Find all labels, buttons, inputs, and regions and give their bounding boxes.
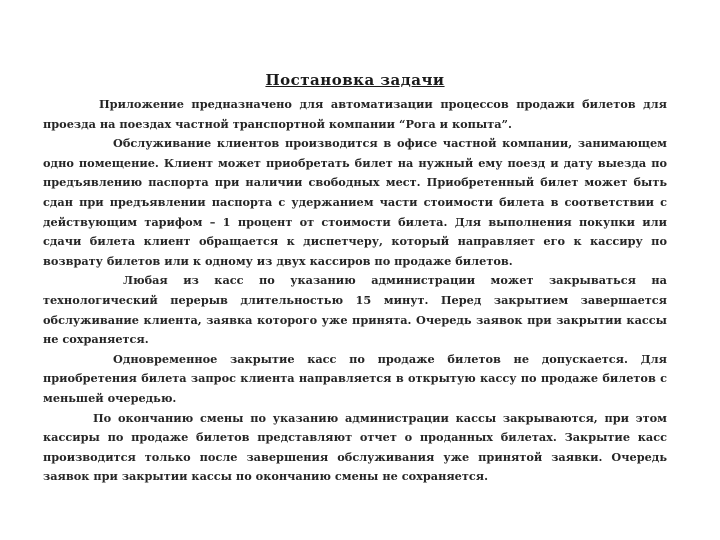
paragraph-intro: Приложение предназначено для автоматизации процессов продажи билетов для проезда на поездах частной транспортной компании “Рога и копыта”. [43,97,667,131]
document-page [43,0,667,540]
paragraph-end-of-shift: По окончанию смены по указанию администрации кассы закрываются, при этом кассиры по продаже билетов представляют отчет о проданных билетах. Закрытие касс производится только после завершения обслуживания уже принятой заявки. Очередь заявок при закрытии кассы по окончанию смены не сохраняется. [43,410,667,484]
document-title: Постановка задачи [265,71,445,89]
paragraph-simultaneous-closure: Одновременное закрытие касс по продаже билетов не допускается. Для приобретения билета запрос клиента направляется в открытую кассу по продаже билетов с меньшей очередью. [43,351,667,405]
document-body [43,95,667,487]
paragraph-technical-break: Любая из касс по указанию администрации может закрываться на технологический перерыв длительностью 15 минут. Перед закрытием завершается обслуживание клиента, заявка которого уже принята. Очередь заявок при закрытии кассы не сохраняется. [43,273,667,347]
paragraph-client-service: Обслуживание клиентов производится в офисе частной компании, занимающем одно помещение. Клиент может приобретать билет на нужный ему поезд и дату выезда по предъявлению паспорта при наличии свободных мест. Приобретенный билет может быть сдан при предъявлении паспорта с удержанием части стоимости билета в соответствии с действующим тарифом – 1 процент от стоимости билета. Для выполнения покупки или сдачи билета клиент обращается к диспетчеру, который направляет его к кассиру по возврату билетов или к одному из двух кассиров по продаже билетов. [43,136,667,268]
